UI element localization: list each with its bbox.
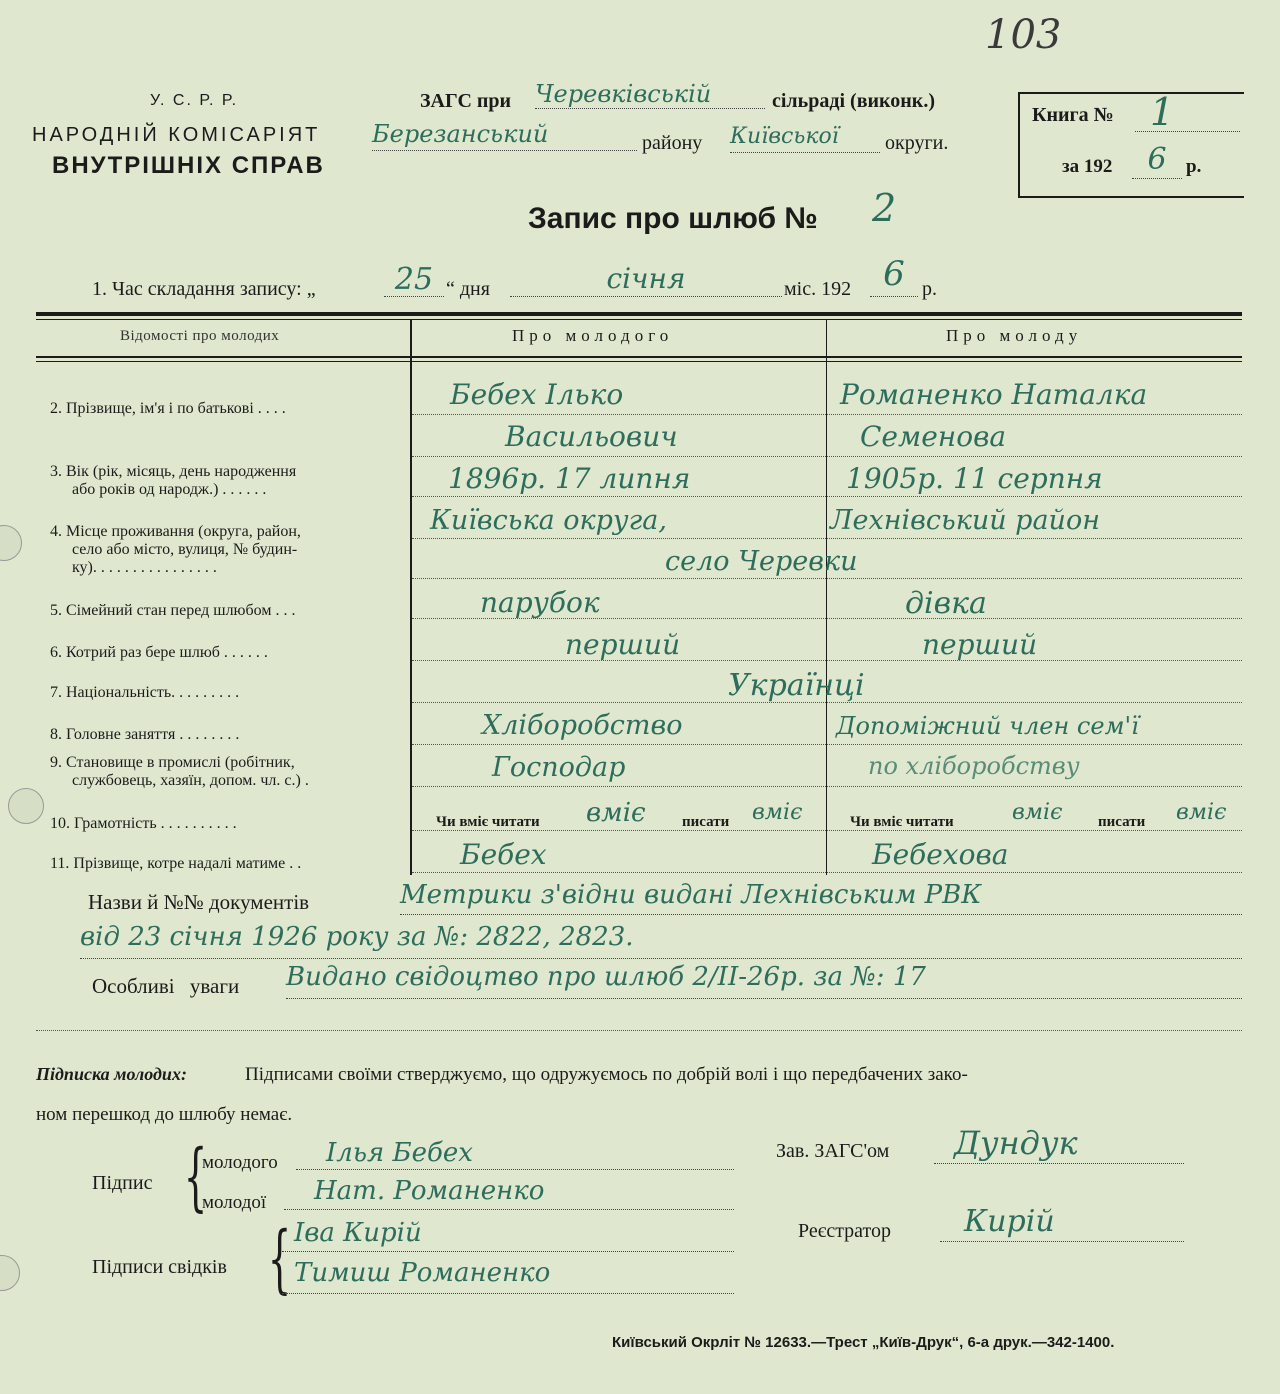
punch-hole [0, 525, 22, 561]
book-year-suffix: р. [1186, 156, 1202, 177]
row-label-times: 6. Котрий раз бере шлюб . . . . . . [50, 644, 268, 661]
row-divider [412, 456, 1242, 457]
witness-2-signature: Тимиш Романенко [282, 1258, 734, 1294]
bride-read: вміє [1012, 800, 1063, 825]
village-name: Черевківській [535, 80, 765, 109]
row-label-age-line2: або років од народж.) . . . . . . [72, 481, 267, 498]
punch-hole [0, 1255, 20, 1291]
remarks-value: Видано свідоцтво про шлюб 2/II-26р. за №: 17 [286, 962, 1242, 999]
groom-write: вміє [752, 800, 803, 825]
groom-birth: 1896р. 17 липня [448, 462, 691, 495]
time-label: 1. Час складання запису: „ [92, 278, 316, 300]
row-label-nationality: 7. Національність. . . . . . . . . [50, 684, 240, 701]
okruha-name: Київської [730, 124, 880, 153]
time-month: січня [510, 262, 782, 297]
pledge-text-1: Підписами своїми стверджуємо, що одружуємось по добрій волі і що передбачених зако- [245, 1064, 968, 1085]
col-header-bride: Про молоду [946, 326, 1083, 345]
bride-position: по хліборобству [868, 752, 1080, 780]
documents-line2: від 23 січня 1926 року за №: 2822, 2823. [80, 922, 1242, 959]
pledge-label: Підписка молодих: [36, 1064, 187, 1084]
row-label-age-line1: 3. Вік (рік, місяць, день народження [50, 463, 297, 480]
witnesses-label: Підписи свідків [92, 1256, 227, 1278]
zags-label: ЗАГС при [420, 90, 512, 112]
row-divider [412, 578, 1242, 579]
row-label-age [50, 463, 410, 499]
groom-name-2: Васильович [505, 420, 678, 453]
remarks-label: Особливі уваги [92, 974, 240, 998]
remarks-extra-line [36, 1030, 1242, 1031]
bride-marital: дівка [905, 586, 987, 621]
row-divider [412, 496, 1242, 497]
row-divider [412, 538, 1242, 539]
row-label-position-line2: службовець, хазяїн, допом. чл. с.) . [72, 772, 309, 789]
nationality-value: Українці [728, 668, 865, 703]
row-divider [412, 660, 1242, 661]
district-name: Березанський [372, 120, 637, 151]
bride-read-label: Чи вміє читати [850, 814, 954, 830]
bride-residence-1: Лехнівський район [830, 505, 1100, 536]
time-day-suffix: “ дня [446, 278, 490, 300]
page-title: Запис про шлюб № [528, 202, 818, 235]
book-number: 1 [1135, 90, 1240, 132]
groom-residence-2: село Черевки [665, 546, 858, 577]
row-divider [412, 872, 1242, 873]
row-label-position [50, 754, 410, 790]
archive-number: 103 [985, 12, 1062, 58]
row-label-marital: 5. Сімейний стан перед шлюбом . . . [50, 602, 296, 619]
groom-marital: парубок [480, 586, 600, 619]
col-header-info: Відомості про молодих [120, 328, 280, 344]
time-month-suffix: міс. 192 [784, 278, 852, 300]
table-col-divider [410, 320, 412, 875]
row-label-name: 2. Прізвище, ім'я і по батькові . . . . [50, 400, 286, 417]
groom-new-surname: Бебех [460, 838, 547, 871]
bride-write: вміє [1176, 800, 1227, 825]
time-year-suffix: р. [922, 278, 937, 300]
table-header-rule [36, 356, 1242, 358]
bride-name-1: Романенко Наталка [840, 378, 1148, 411]
header-commissariat: НАРОДНІЙ КОМІСАРІЯТ [32, 124, 321, 146]
groom-occupation: Хліборобство [482, 710, 683, 741]
row-label-residence-line3: ку). . . . . . . . . . . . . . . . [72, 559, 217, 576]
header-internal-affairs: ВНУТРІШНІХ СПРАВ [52, 152, 325, 179]
bride-birth: 1905р. 11 серпня [846, 462, 1103, 495]
row-label-residence-line2: село або місто, вулиця, № будин- [72, 541, 298, 558]
row-label-surname: 11. Прізвище, котре надалі матиме . . [50, 855, 302, 872]
book-year-label: за 192 [1062, 156, 1113, 177]
documents-line1: Метрики з'відни видані Лехнівським РВК [400, 880, 1242, 915]
head-signature: Дундук [934, 1124, 1184, 1164]
table-top-rule-thin [36, 319, 1242, 320]
groom-residence-1: Київська округа, [430, 505, 667, 536]
groom-times: перший [565, 628, 681, 661]
header-ussr: У. С. Р. Р. [150, 92, 239, 109]
row-label-residence [50, 523, 410, 577]
bride-new-surname: Бебехова [872, 838, 1009, 871]
row-label-occupation: 8. Головне заняття . . . . . . . . [50, 726, 240, 743]
witness-brace: { [267, 1216, 292, 1302]
table-top-rule [36, 312, 1242, 316]
groom-write-label: писати [682, 814, 730, 830]
bride-sig-label: молодої [202, 1192, 267, 1213]
record-number: 2 [872, 186, 897, 230]
row-divider [412, 786, 1242, 787]
head-label: Зав. ЗАГС'ом [776, 1140, 890, 1162]
row-divider [412, 744, 1242, 745]
table-col-divider [826, 320, 827, 875]
groom-sig-label: молодого [202, 1152, 278, 1173]
pledge-text-2: ном перешкод до шлюбу немає. [36, 1104, 293, 1125]
okruha-suffix: округи. [885, 132, 949, 154]
groom-read-label: Чи вміє читати [436, 814, 540, 830]
groom-read: вміє [586, 798, 646, 828]
row-label-residence-line1: 4. Місце проживання (округа, район, [50, 523, 301, 540]
row-label-position-line1: 9. Становище в промислі (робітник, [50, 754, 295, 771]
book-label: Книга № [1032, 104, 1114, 126]
signature-label: Підпис [92, 1172, 153, 1194]
bride-times: перший [922, 628, 1038, 661]
bride-occupation: Допоміжний член сем'ї [836, 712, 1139, 740]
table-header-rule-thin [36, 361, 1242, 362]
bride-write-label: писати [1098, 814, 1146, 830]
registrar-label: Реєстратор [798, 1220, 892, 1242]
witness-1-signature: Іва Кирій [282, 1218, 734, 1252]
groom-signature: Ілья Бебех [296, 1138, 734, 1170]
time-year: 6 [870, 254, 918, 297]
time-day: 25 [384, 262, 444, 297]
village-suffix: сільраді (виконк.) [772, 90, 935, 112]
district-suffix: району [642, 132, 703, 154]
col-header-groom: Про молодого [512, 326, 674, 345]
brace: { [183, 1134, 208, 1220]
book-year: 6 [1132, 142, 1182, 179]
groom-name-1: Бебех Ілько [450, 378, 624, 411]
printer-imprint: Київський Окрліт № 12633.—Трест „Київ-Друк“, 6-а друк.—342-1400. [612, 1334, 1115, 1351]
bride-name-2: Семенова [860, 420, 1007, 453]
registrar-signature: Кирій [940, 1204, 1184, 1242]
row-divider [412, 414, 1242, 415]
row-label-literacy: 10. Грамотність . . . . . . . . . . [50, 815, 237, 832]
bride-signature: Нат. Романенко [284, 1176, 734, 1210]
groom-position: Господар [492, 752, 626, 783]
documents-label: Назви й №№ документів [88, 890, 310, 914]
punch-hole [8, 788, 44, 824]
